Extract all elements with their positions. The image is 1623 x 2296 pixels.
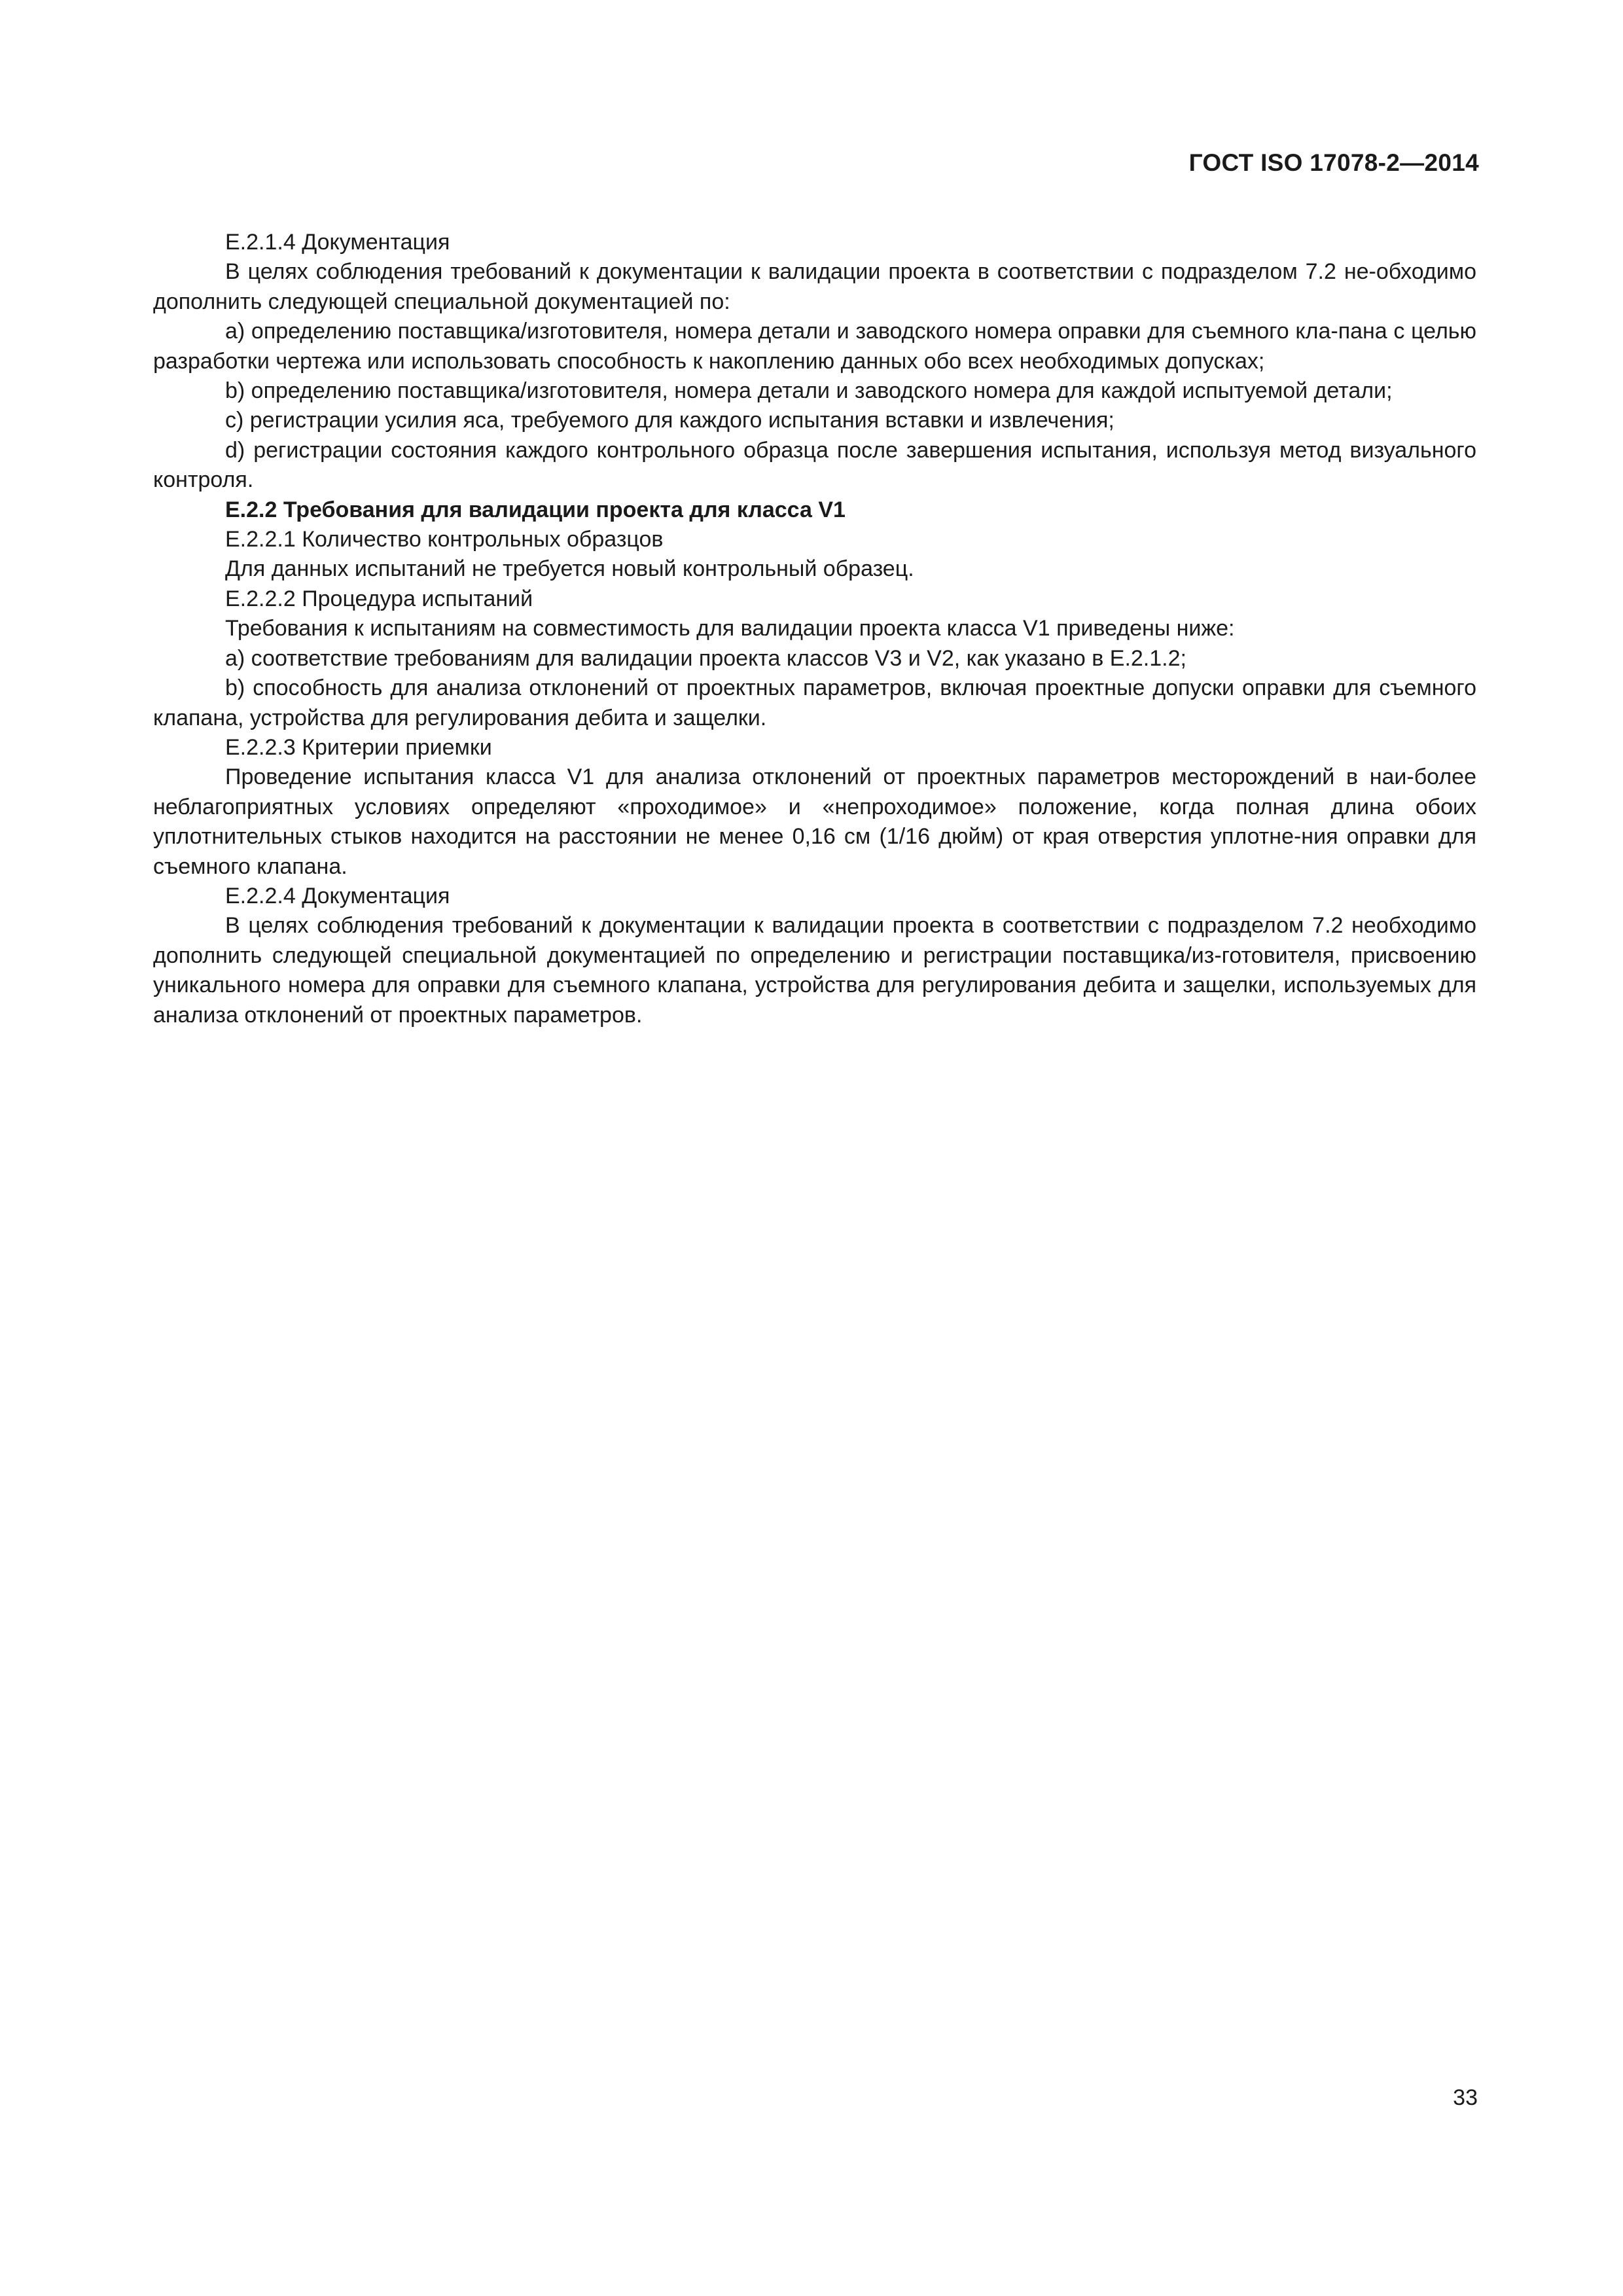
- standard-header: ГОСТ ISO 17078-2—2014: [1188, 149, 1479, 176]
- page-number: 33: [1453, 2085, 1478, 2110]
- paragraph: Требования к испытаниям на совместимость для валидации проекта класса V1 приведены ниже:: [225, 616, 1235, 641]
- list-item-b: b) определению поставщика/изготовителя, номера детали и заводского номера для каждой испытуемой детали;: [225, 378, 1393, 404]
- list-item-b: b) способность для анализа отклонений от проектных параметров, включая проектные допуски оправки для съемного клапана, устройства для регулирования дебита и защелки.: [153, 675, 1476, 730]
- section-heading-e-2-2: Е.2.2 Требования для валидации проекта для класса V1: [225, 497, 846, 522]
- section-heading-e-2-2-1: Е.2.2.1 Количество контрольных образцов: [225, 527, 664, 552]
- paragraph: Для данных испытаний не требуется новый контрольный образец.: [225, 556, 914, 582]
- section-heading-e-2-2-4: Е.2.2.4 Документация: [225, 883, 450, 908]
- document-body: [153, 228, 1476, 1030]
- list-item-d: d) регистрации состояния каждого контрольного образца после завершения испытания, используя метод визуального контроля.: [153, 437, 1476, 493]
- section-heading-e-2-2-3: Е.2.2.3 Критерии приемки: [225, 734, 492, 760]
- list-item-a: a) соответствие требованиям для валидации проекта классов V3 и V2, как указано в Е.2.1.2;: [225, 645, 1186, 671]
- paragraph: В целях соблюдения требований к документации к валидации проекта в соответствии с подразделом 7.2 необходимо дополнить следующей специальной документацией по определению и регистрации поставщика/из-готовителя, присвоению уникального номера для оправки для съемного клапана, устройства для регулирования дебита и защелки, используемых для анализа отклонений от проектных параметров.: [153, 913, 1476, 1028]
- list-item-c: c) регистрации усилия яса, требуемого для каждого испытания вставки и извлечения;: [225, 408, 1115, 433]
- section-heading-e-2-1-4: Е.2.1.4 Документация: [225, 230, 450, 255]
- paragraph: В целях соблюдения требований к документации к валидации проекта в соответствии с подразделом 7.2 не-обходимо дополнить следующей специальной документацией по:: [153, 259, 1476, 314]
- paragraph: Проведение испытания класса V1 для анализа отклонений от проектных параметров месторождений в наи-более неблагоприятных условиях определяют «проходимое» и «непроходимое» положение, когда полная длина обоих уплотнительных стыков находится на расстоянии не менее 0,16 см (1/16 дюйм) от края отверстия уплотне-ния оправки для съемного клапана.: [153, 764, 1476, 879]
- list-item-a: a) определению поставщика/изготовителя, номера детали и заводского номера оправки для съемного кла-пана с целью разработки чертежа или использовать способность к накоплению данных обо всех необходимых допусках;: [153, 319, 1476, 374]
- section-heading-e-2-2-2: Е.2.2.2 Процедура испытаний: [225, 586, 533, 611]
